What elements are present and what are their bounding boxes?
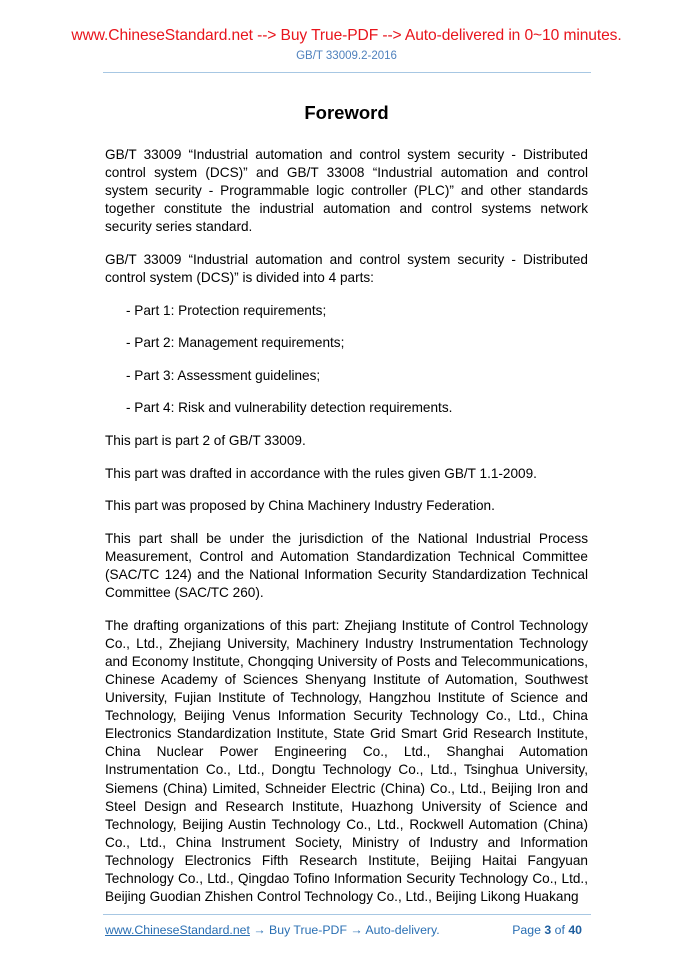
page-footer [105,923,588,937]
page-current: 3 [544,923,552,937]
document-body [105,146,588,921]
page-total: 40 [568,923,582,937]
list-item-part-1: - Part 1: Protection requirements; [126,302,327,318]
footer-divider [103,914,591,915]
list-item-part-3: - Part 3: Assessment guidelines; [126,367,321,383]
list-item-part-4: - Part 4: Risk and vulnerability detection requirements. [126,400,453,416]
top-promo-banner: www.ChineseStandard.net --> Buy True-PDF --> Auto-delivered in 0~10 minutes. [71,27,622,44]
paragraph-drafting-organizations: The drafting organizations of this part: Zhejiang Institute of Control Technology Co., Ltd., Zhejiang University, Machinery Industry Instrumentation Technology and Economy Institute, Chongqing University of Posts and Telecommunications, Chinese Academy of Sciences Shenyang Institute of Automation, Southwest University, Fujian Institute of Technology, Hangzhou Institute of Science and Technology, Beijing Venus Information Security Technology Co., Ltd., China Electronics Standardization Institute, State Grid Smart Grid Research Institute, China Nuclear Power Engineering Co., Ltd., Shanghai Automation Instrumentation Co., Ltd., Dongtu Technology Co., Ltd., Tsinghua University, Siemens (China) Limited, Schneider Electric (China) Co., Ltd., Beijing Iron and Steel Design and Research Institute, Huazhong University of Science and Technology, Beijing Austin Technology Co., Ltd., Rockwell Automation (China) Co., Ltd., China Instrument Society, Ministry of Industry and Information Technology Electronics Fifth Research Institute, Beijing Haitai Fangyuan Technology Co., Ltd., Qingdao Tofino Information Security Technology Co., Ltd., Beijing Guodian Zhishen Control Technology Co., Ltd., Beijing Likong Huakang [105,617,588,905]
paragraph-series-intro: GB/T 33009 “Industrial automation and control system security - Distributed control system (DCS)” and GB/T 33008 “Industrial automation and control system security - Programmable logic controller (PLC)” and other standards together constitute the industrial automation and control systems network security series standard. [105,147,588,235]
paragraph-jurisdiction: This part shall be under the jurisdiction of the National Industrial Process Measurement, Control and Automation Standardization Technical Committee (SAC/TC 124) and the National Information Security Standardization Technical Committee (SAC/TC 260). [105,530,588,601]
page-of-label: of [551,923,569,937]
footer-tagline: → Buy True-PDF → Auto-delivery. [249,923,440,937]
paragraph-drafting-rules: This part was drafted in accordance with the rules given GB/T 1.1-2009. [105,465,537,481]
standard-code: GB/T 33009.2-2016 [296,50,397,62]
page-title: Foreword [304,102,389,123]
paragraph-parts-intro: GB/T 33009 “Industrial automation and control system security - Distributed control system (DCS)” is divided into 4 parts: [105,251,588,286]
paragraph-proposer: This part was proposed by China Machinery Industry Federation. [105,498,495,514]
footer-site-link[interactable]: www.ChineseStandard.net [105,923,250,937]
paragraph-part-number: This part is part 2 of GB/T 33009. [105,433,306,449]
page-indicator [512,923,582,937]
list-item-part-2: - Part 2: Management requirements; [126,335,345,351]
header-divider [103,72,591,73]
page-label: Page [512,923,545,937]
